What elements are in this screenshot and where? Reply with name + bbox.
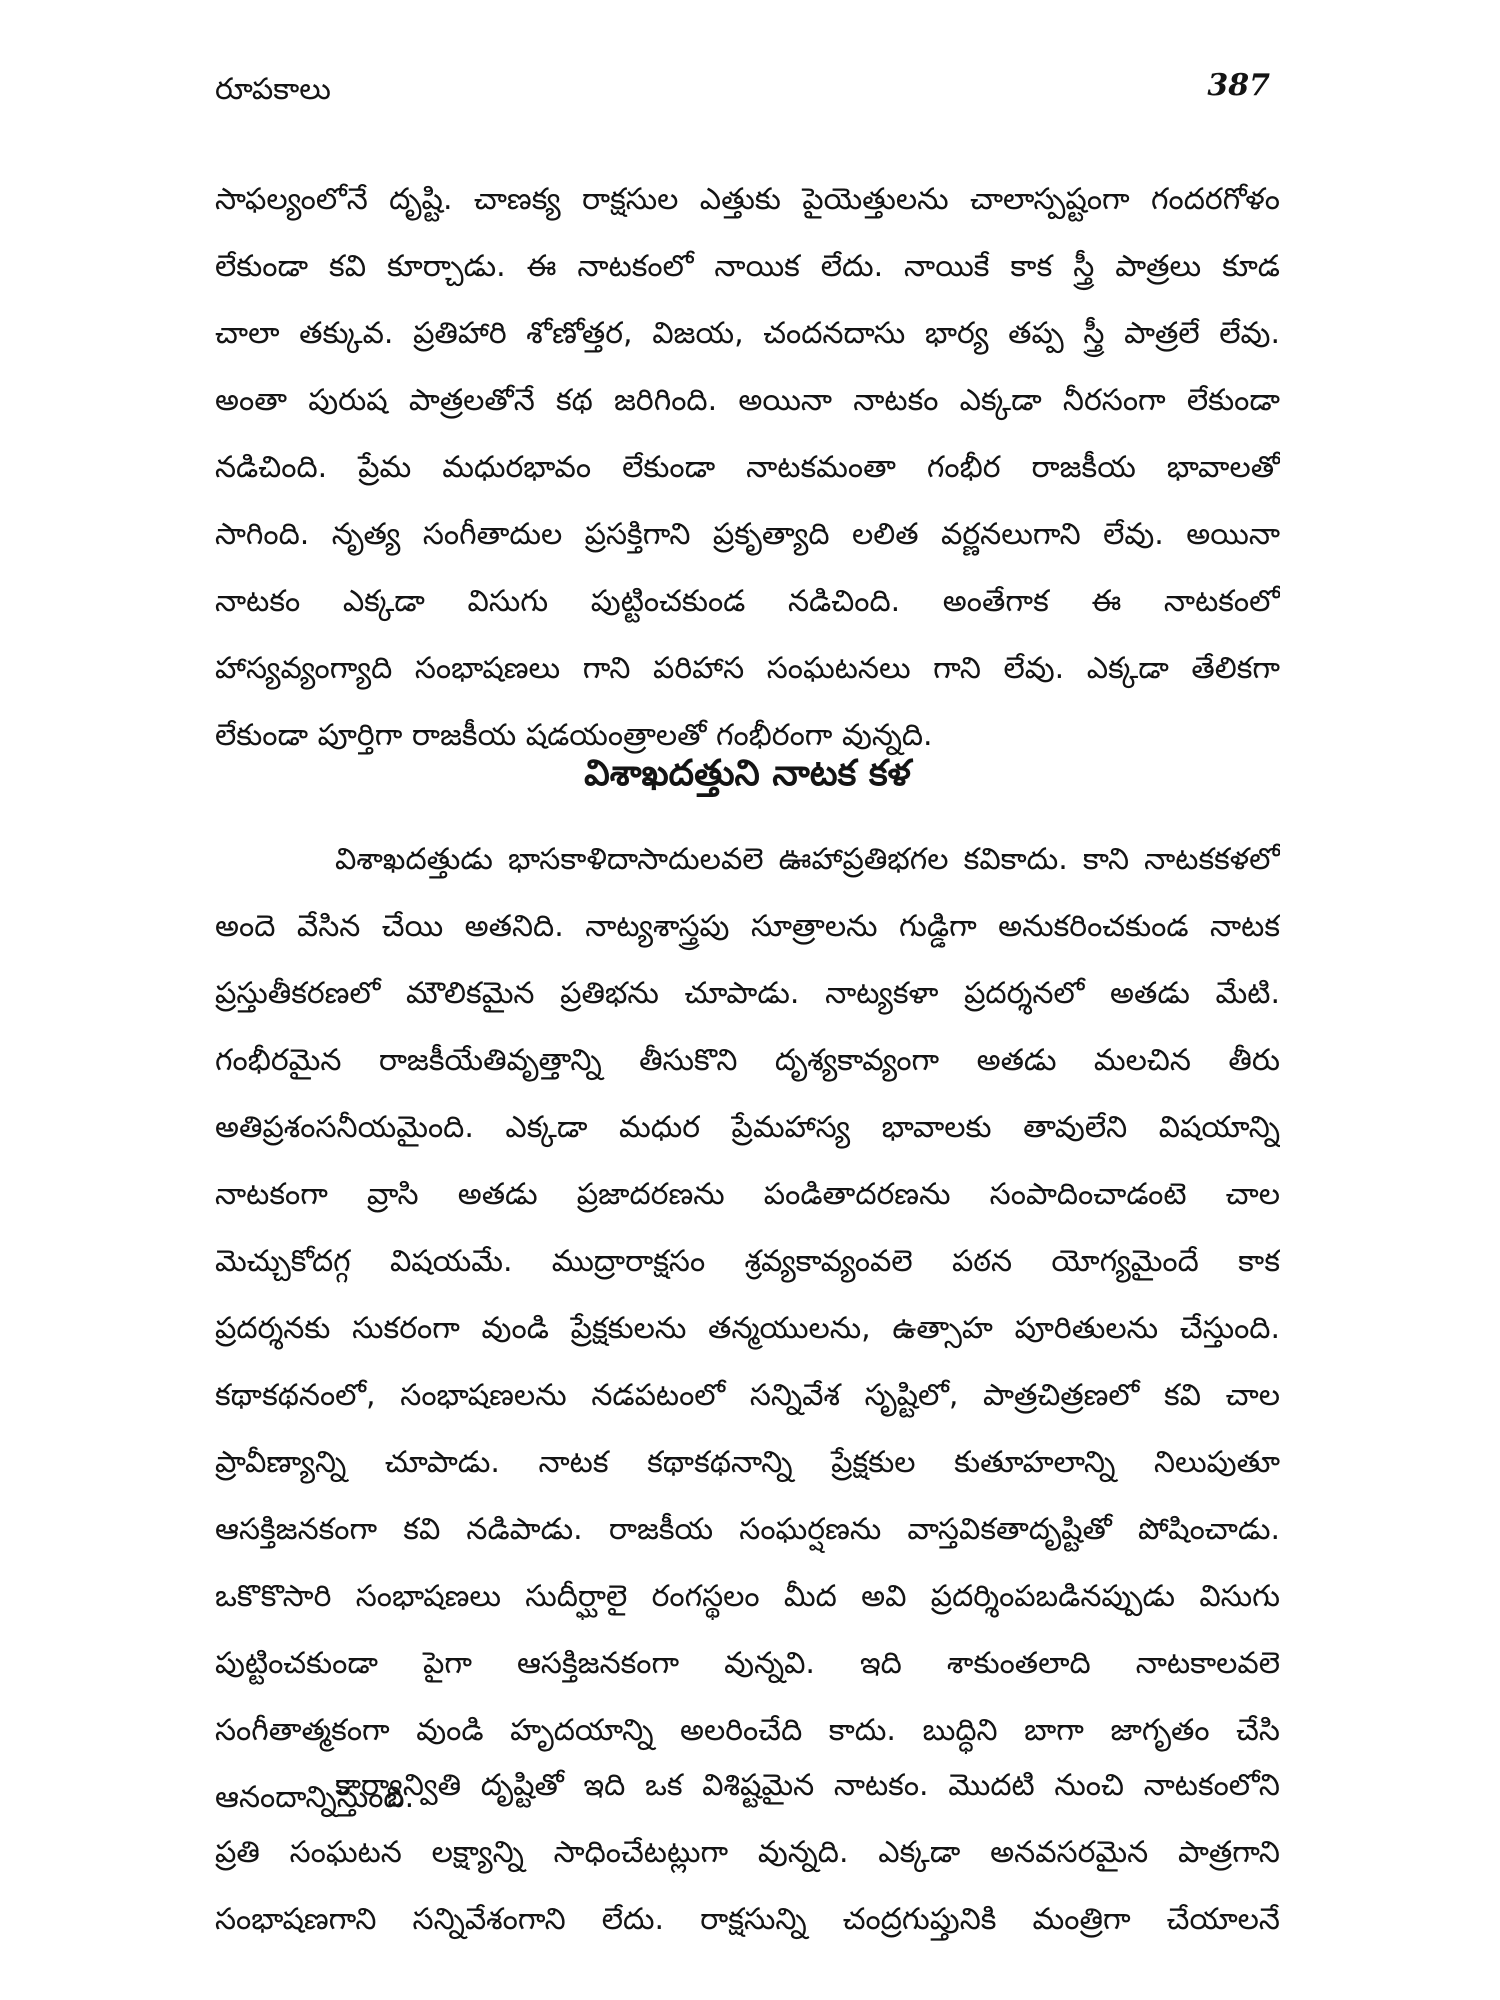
page-number: 387 <box>1207 68 1270 103</box>
text-line: సంగీతాత్మకంగా వుండి హృదయాన్ని అలరించేది కాదు. బుద్ధిని బాగా జాగృతం చేసి <box>215 1713 1280 1748</box>
text-line: ప్రావీణ్యాన్ని చూపాడు. నాటక కథాకథనాన్ని ప్రేక్షకుల కుతూహలాన్ని నిలుపుతూ <box>215 1445 1280 1480</box>
section-heading: విశాఖదత్తుని నాటక కళ <box>584 753 911 794</box>
text-line: ఆసక్తిజనకంగా కవి నడిపాడు. రాజకీయ సంఘర్షణను వాస్తవికతాదృష్టితో పోషించాడు. <box>215 1512 1280 1547</box>
paragraph-1 <box>215 166 1280 769</box>
text-line: విశాఖదత్తుడు భాసకాళిదాసాదులవలె ఊహాప్రతిభగల కవికాదు. కాని నాటకకళలో <box>335 842 1280 877</box>
running-title: రూపకాలు <box>215 72 331 107</box>
text-line: కార్యాన్వితి దృష్టితో ఇది ఒక విశిష్టమైన నాటకం. మొదటి నుంచి నాటకంలోని <box>335 1768 1280 1803</box>
text-line: లేకుండా కవి కూర్చాడు. ఈ నాటకంలో నాయిక లేదు. నాయికే కాక స్త్రీ పాత్రలు కూడ <box>215 249 1280 284</box>
text-line: సంభాషణగాని సన్నివేశంగాని లేదు. రాక్షసున్ని చంద్రగుప్తునికి మంత్రిగా చేయాలనే <box>215 1902 1280 1937</box>
paragraph-2 <box>215 826 1280 1831</box>
text-line: గంభీరమైన రాజకీయేతివృత్తాన్ని తీసుకొని దృశ్యకావ్యంగా అతడు మలచిన తీరు <box>215 1043 1280 1078</box>
text-line: సాగింది. నృత్య సంగీతాదుల ప్రసక్తిగాని ప్రకృత్యాది లలిత వర్ణనలుగాని లేవు. అయినా <box>215 517 1280 552</box>
text-line: అతిప్రశంసనీయమైంది. ఎక్కడా మధుర ప్రేమహాస్య భావాలకు తావులేని విషయాన్ని <box>215 1110 1280 1145</box>
paragraph-3 <box>215 1752 1280 1953</box>
text-line: నడిచింది. ప్రేమ మధురభావం లేకుండా నాటకమంతా గంభీర రాజకీయ భావాలతో <box>215 450 1280 485</box>
text-line: ప్రదర్శనకు సుకరంగా వుండి ప్రేక్షకులను తన్మయులను, ఉత్సాహ పూరితులను చేస్తుంది. <box>215 1311 1280 1346</box>
text-line: పుట్టించకుండా పైగా ఆసక్తిజనకంగా వున్నవి. ఇది శాకుంతలాది నాటకాలవలె <box>215 1646 1280 1681</box>
text-line: కథాకథనంలో, సంభాషణలను నడపటంలో సన్నివేశ సృష్టిలో, పాత్రచిత్రణలో కవి చాల <box>215 1378 1280 1413</box>
text-line: మెచ్చుకోదగ్గ విషయమే. ముద్రారాక్షసం శ్రవ్యకావ్యంవలె పఠన యోగ్యమైందే కాక <box>215 1244 1280 1279</box>
text-line: నాటకంగా వ్రాసి అతడు ప్రజాదరణను పండితాదరణను సంపాదించాడంటె చాల <box>215 1177 1280 1212</box>
text-line: ఆనందాన్నిస్తుంది. <box>215 1780 415 1815</box>
text-line: ఒకొకొసారి సంభాషణలు సుదీర్ఘాలై రంగస్థలం మీద అవి ప్రదర్శింపబడినప్పుడు విసుగు <box>215 1579 1280 1614</box>
text-line: సాఫల్యంలోనే దృష్టి. చాణక్య రాక్షసుల ఎత్తుకు పైయెత్తులను చాలాస్పష్టంగా గందరగోళం <box>215 182 1280 217</box>
text-line: అంతా పురుష పాత్రలతోనే కథ జరిగింది. అయినా నాటకం ఎక్కడా నీరసంగా లేకుండా <box>215 383 1280 418</box>
text-line: లేకుండా పూర్తిగా రాజకీయ షడయంత్రాలతో గంభీరంగా వున్నది. <box>215 718 933 753</box>
text-line: ప్రస్తుతీకరణలో మౌలికమైన ప్రతిభను చూపాడు. నాట్యకళా ప్రదర్శనలో అతడు మేటి. <box>215 976 1280 1011</box>
text-line: నాటకం ఎక్కడా విసుగు పుట్టించకుండ నడిచింది. అంతేగాక ఈ నాటకంలో <box>215 584 1280 619</box>
text-line: చాలా తక్కువ. ప్రతిహారి శోణోత్తర, విజయ, చందనదాసు భార్య తప్ప స్త్రీ పాత్రలే లేవు. <box>215 316 1280 351</box>
text-line: ప్రతి సంఘటన లక్ష్యాన్ని సాధించేటట్లుగా వున్నది. ఎక్కడా అనవసరమైన పాత్రగాని <box>215 1835 1280 1870</box>
text-line: అందె వేసిన చేయి అతనిది. నాట్యశాస్త్రపు సూత్రాలను గుడ్డిగా అనుకరించకుండ నాటక <box>215 909 1280 944</box>
text-line: హాస్యవ్యంగ్యాది సంభాషణలు గాని పరిహాస సంఘటనలు గాని లేవు. ఎక్కడా తేలికగా <box>215 651 1280 686</box>
